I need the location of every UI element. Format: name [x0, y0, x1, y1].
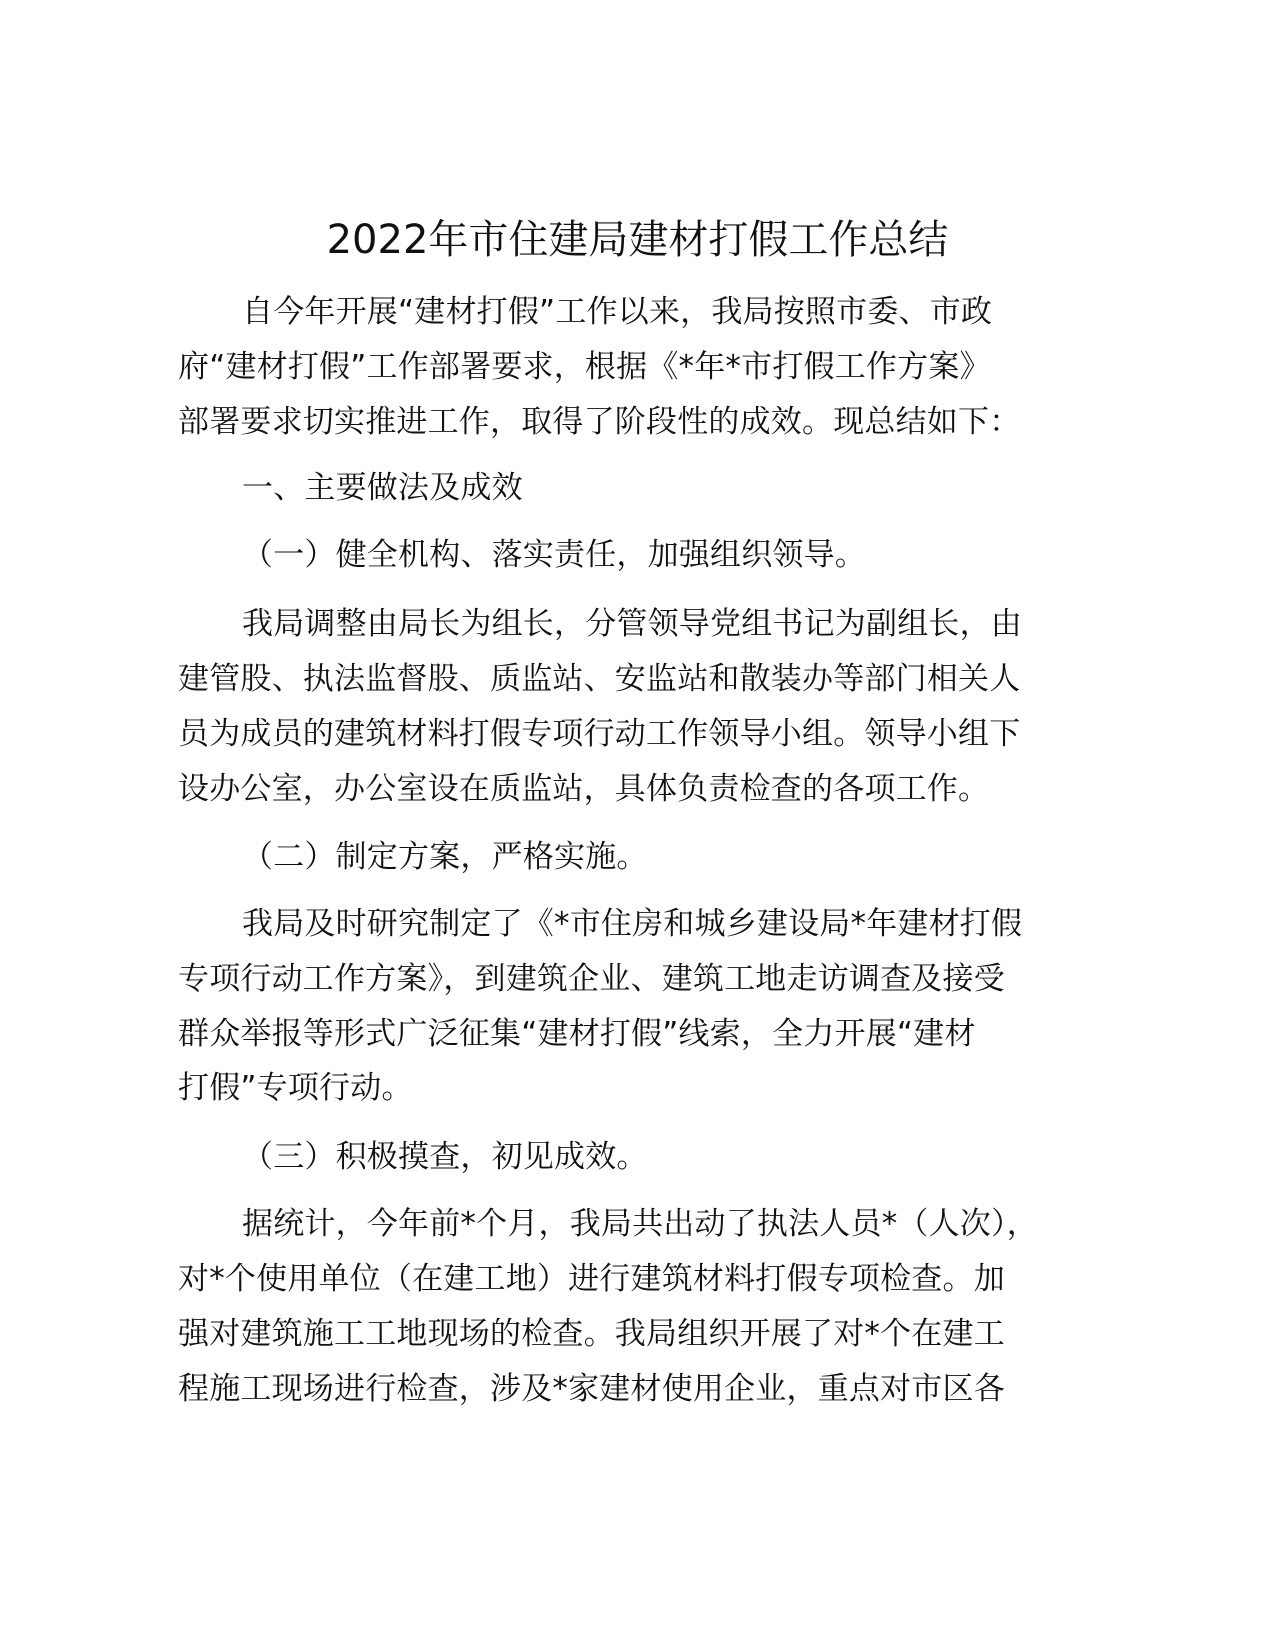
paragraph-line: 群众举报等形式广泛征集“建材打假”线索，全力开展“建材	[178, 1016, 976, 1052]
paragraph-line: 我局调整由局长为组长，分管领导党组书记为副组长，由	[242, 606, 1022, 642]
paragraph-line: 强对建筑施工工地现场的检查。我局组织开展了对*个在建工	[178, 1316, 1005, 1352]
paragraph-line: 程施工现场进行检查，涉及*家建材使用企业，重点对市区各	[178, 1371, 1005, 1407]
document-title: 2022年市住建局建材打假工作总结	[326, 217, 949, 263]
paragraph-line: 自今年开展“建材打假”工作以来，我局按照市委、市政	[242, 294, 993, 330]
paragraph-line: 府“建材打假”工作部署要求，根据《*年*市打假工作方案》	[178, 349, 991, 385]
paragraph-line: 打假”专项行动。	[178, 1070, 413, 1106]
paragraph-line: 建管股、执法监督股、质监站、安监站和散装办等部门相关人	[178, 661, 1021, 697]
paragraph-line: 对*个使用单位（在建工地）进行建筑材料打假专项检查。加	[178, 1261, 1005, 1297]
paragraph-line: 设办公室，办公室设在质监站，具体负责检查的各项工作。	[178, 771, 990, 807]
subsection-heading: （二）制定方案，严格实施。	[242, 839, 648, 875]
paragraph-line: 我局及时研究制定了《*市住房和城乡建设局*年建材打假	[242, 906, 1023, 942]
subsection-heading: （一）健全机构、落实责任，加强组织领导。	[242, 537, 866, 573]
section-heading: 一、主要做法及成效	[242, 470, 523, 506]
paragraph-line: 员为成员的建筑材料打假专项行动工作领导小组。领导小组下	[178, 716, 1021, 752]
subsection-heading: （三）积极摸查，初见成效。	[242, 1139, 648, 1175]
paragraph-line: 据统计，今年前*个月，我局共出动了执法人员*（人次），	[242, 1206, 1038, 1242]
paragraph-line: 专项行动工作方案》，到建筑企业、建筑工地走访调查及接受	[178, 961, 1005, 997]
paragraph-line: 部署要求切实推进工作，取得了阶段性的成效。现总结如下：	[178, 404, 1021, 440]
